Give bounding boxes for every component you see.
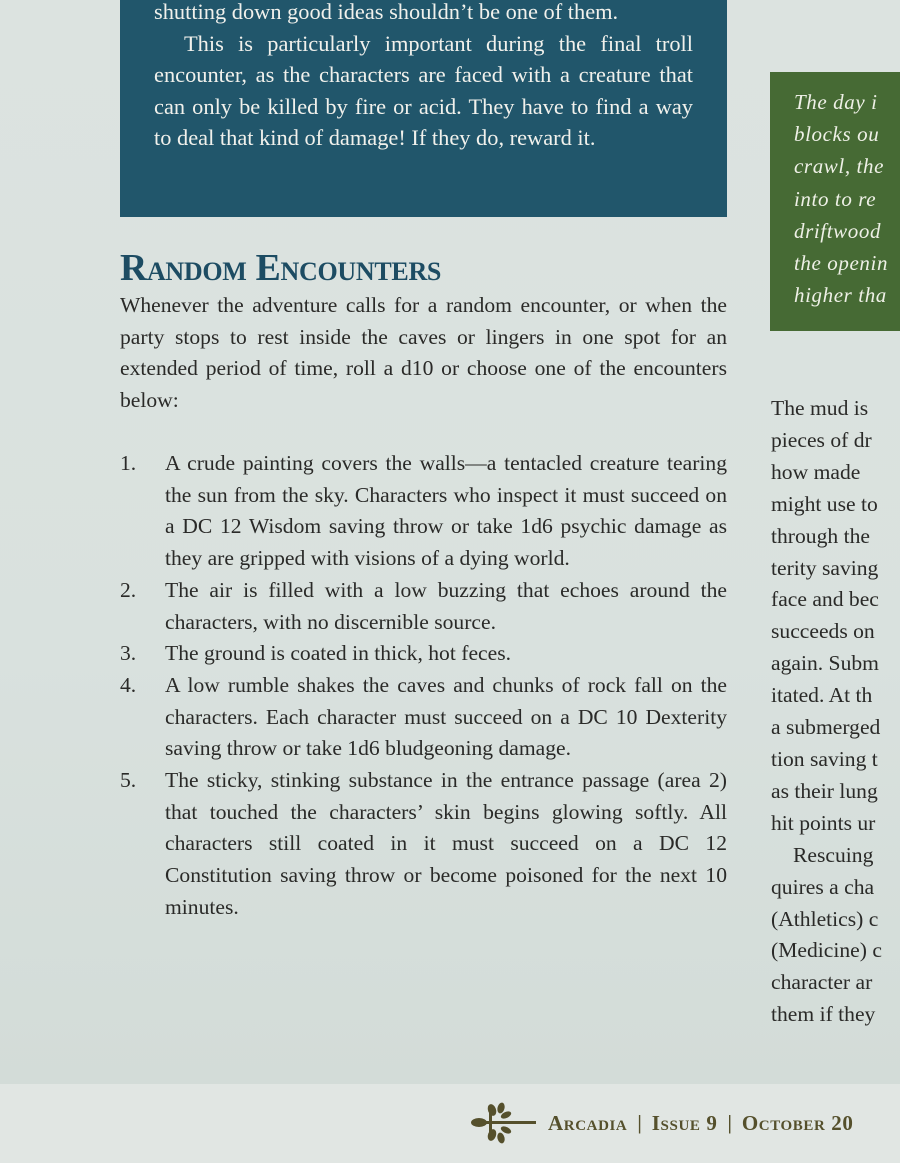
- encounter-item: [120, 638, 727, 670]
- encounter-item: [120, 575, 727, 638]
- magazine-name: Arcadia: [548, 1110, 628, 1135]
- sidebar-box: [120, 0, 727, 217]
- right-column-line: a submerged: [771, 715, 881, 740]
- right-column-line: quires a cha: [771, 874, 875, 899]
- footer-separator: |: [727, 1111, 732, 1134]
- leaf-branch-ornament-icon: [470, 1101, 538, 1145]
- section-heading: [120, 244, 441, 293]
- encounter-text: The air is filled with a low buzzing that echoes around the characters, with no discernible source.: [165, 577, 727, 634]
- encounter-text: The ground is coated in thick, hot feces.: [165, 641, 511, 666]
- page-footer: [0, 1084, 900, 1163]
- encounter-number: 3.: [120, 641, 137, 666]
- right-column-line: terity saving: [771, 555, 879, 580]
- read-aloud-box: [770, 72, 900, 331]
- right-column-line: (Medicine) c: [771, 938, 882, 963]
- encounter-number: 5.: [120, 768, 137, 793]
- encounter-text: The sticky, stinking substance in the entrance passage (area 2) that touched the characters’ skin begins glowing softly. All characters still coated in it must succeed on a DC 12 Constitution saving throw or become poisoned for the next 10 minutes.: [165, 768, 727, 919]
- section-intro: Whenever the adventure calls for a random encounter, or when the party stops to rest inside the caves or lingers in one spot for an extended period of time, roll a d10 or choose one of the encounters below:: [120, 293, 727, 413]
- encounter-item: [120, 670, 727, 765]
- encounter-item: [120, 765, 727, 924]
- footer-content: [470, 1101, 854, 1145]
- read-aloud-line: higher tha: [794, 283, 887, 308]
- read-aloud-line: the openin: [794, 251, 889, 276]
- encounter-text: A crude painting covers the walls—a tentacled creature tearing the sun from the sky. Characters who inspect it must succeed on a DC 12 Wisdom saving throw or take 1d6 psychic damage as they are gripped with visions of a dying world.: [165, 451, 727, 571]
- issue-number: Issue 9: [651, 1110, 718, 1135]
- encounter-number: 1.: [120, 451, 137, 475]
- right-column-line: might use to: [771, 491, 878, 516]
- right-column-text: [771, 393, 900, 1031]
- encounter-list: [120, 448, 727, 924]
- read-aloud-line: driftwood: [794, 218, 882, 243]
- right-column-line: (Athletics) c: [771, 906, 879, 931]
- right-column-line: through the: [771, 523, 870, 548]
- read-aloud-line: into to re: [794, 186, 877, 211]
- read-aloud-line: The day i: [794, 90, 878, 114]
- footer-separator: |: [637, 1111, 642, 1134]
- sidebar-paragraph: This is particularly important during the final troll encounter, as the characters are faced with a creature that can only be killed by fire or acid. They have to find a way to deal that kind of damage! If they do, reward it.: [154, 30, 693, 151]
- right-column-line: pieces of dr: [771, 427, 872, 452]
- encounter-item: [120, 448, 727, 575]
- right-column-line: as their lung: [771, 778, 878, 803]
- right-column-line: character ar: [771, 970, 873, 995]
- read-aloud-line: crawl, the: [794, 154, 884, 179]
- right-column-line: hit points ur: [771, 810, 876, 835]
- right-column-line: them if they: [771, 1002, 876, 1027]
- right-column-line: Rescuing: [793, 842, 874, 867]
- issue-date: October 20: [741, 1110, 854, 1135]
- right-column-line: face and bec: [771, 587, 879, 612]
- right-column-line: tion saving t: [771, 746, 878, 771]
- encounter-text: A low rumble shakes the caves and chunks of rock fall on the characters. Each character must succeed on a DC 10 Dexterity saving throw or take 1d6 bludgeoning damage.: [165, 672, 727, 761]
- right-column-line: The mud is: [771, 396, 869, 420]
- right-column-line: again. Subm: [771, 651, 879, 676]
- encounter-number: 2.: [120, 577, 137, 602]
- sidebar-paragraph-end: shutting down good ideas shouldn’t be one of them.: [154, 0, 619, 24]
- right-column-line: how made: [771, 459, 861, 484]
- section-heading-text: Random Encounters: [120, 247, 442, 289]
- read-aloud-line: blocks ou: [794, 122, 880, 147]
- right-column-line: itated. At th: [771, 683, 873, 708]
- right-column-line: succeeds on: [771, 619, 875, 644]
- encounter-number: 4.: [120, 672, 137, 697]
